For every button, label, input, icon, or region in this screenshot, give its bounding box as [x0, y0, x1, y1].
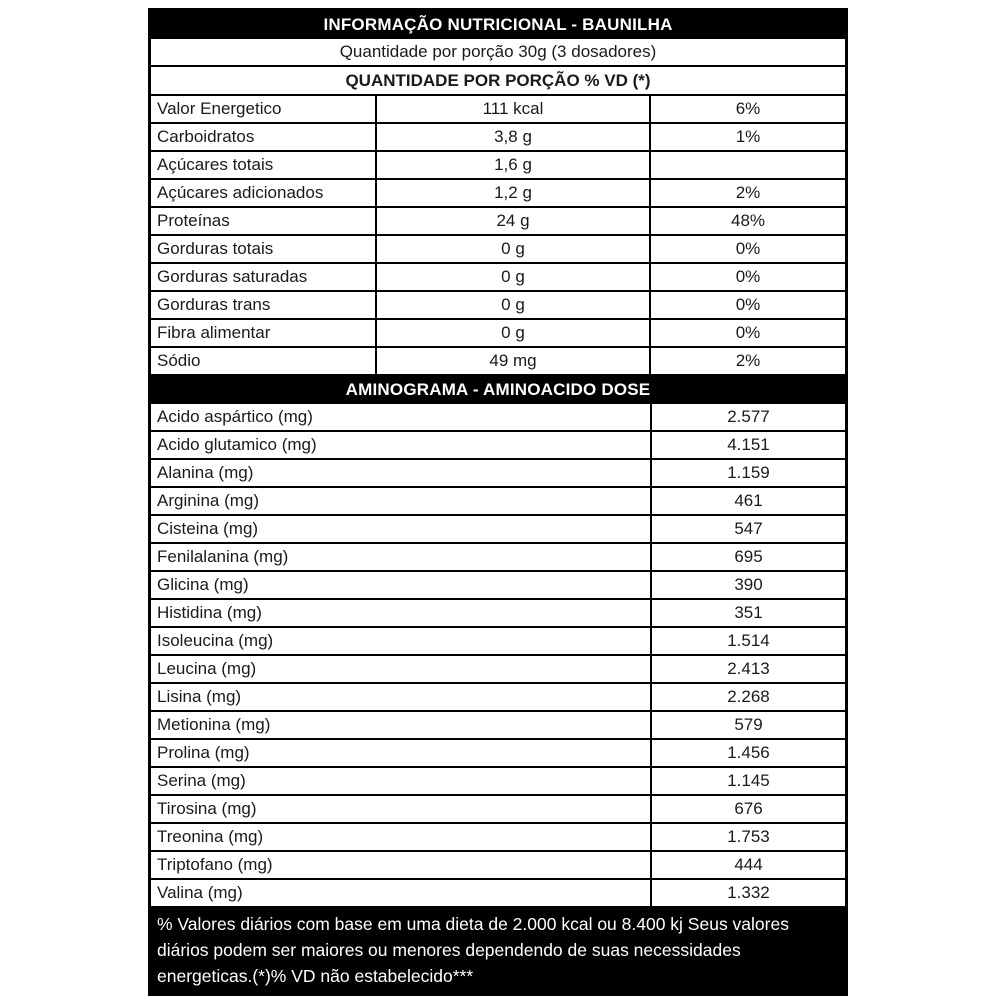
nutrient-amount: 111 kcal	[377, 96, 651, 122]
aminogram-row	[151, 852, 845, 880]
amino-acid-value: 2.577	[727, 407, 770, 426]
aminogram-row	[151, 656, 845, 684]
nutrition-row	[151, 264, 845, 292]
columns-header-row: QUANTIDADE POR PORÇÃO % VD (*)	[151, 67, 845, 96]
aminogram-row	[151, 488, 845, 516]
nutrient-vd: 0%	[735, 267, 761, 286]
nutrition-row	[151, 348, 845, 376]
nutrient-amount: 1,2 g	[377, 180, 651, 206]
amino-acid-value: 676	[734, 799, 763, 818]
nutrient-name: Açúcares adicionados	[151, 180, 377, 206]
nutrient-name: Gorduras saturadas	[151, 264, 377, 290]
nutrition-table-body	[151, 96, 845, 376]
aminogram-row	[151, 432, 845, 460]
nutrient-name: Valor Energetico	[151, 96, 377, 122]
nutrient-vd: 6%	[735, 99, 761, 118]
nutrient-vd: 1%	[735, 127, 761, 146]
aminogram-row	[151, 404, 845, 432]
aminogram-table-body	[151, 404, 845, 908]
amino-acid-name: Acido glutamico (mg)	[151, 432, 652, 458]
nutrition-row	[151, 208, 845, 236]
amino-acid-name: Histidina (mg)	[151, 600, 652, 626]
nutrition-row	[151, 320, 845, 348]
amino-acid-name: Isoleucina (mg)	[151, 628, 652, 654]
amino-acid-value: 390	[734, 575, 763, 594]
nutrient-amount: 24 g	[377, 208, 651, 234]
aminogram-row	[151, 516, 845, 544]
nutrient-amount: 0 g	[377, 320, 651, 346]
nutrient-name: Proteínas	[151, 208, 377, 234]
aminogram-row	[151, 460, 845, 488]
amino-acid-value: 2.413	[727, 659, 770, 678]
nutrient-amount: 3,8 g	[377, 124, 651, 150]
nutrient-amount: 49 mg	[377, 348, 651, 374]
nutrient-vd	[651, 152, 845, 178]
amino-acid-name: Fenilalanina (mg)	[151, 544, 652, 570]
nutrient-amount: 0 g	[377, 236, 651, 262]
nutrition-row	[151, 96, 845, 124]
nutrient-vd: 2%	[735, 183, 761, 202]
amino-acid-value: 351	[734, 603, 763, 622]
nutrition-label	[148, 8, 848, 996]
nutrient-name: Fibra alimentar	[151, 320, 377, 346]
amino-acid-name: Prolina (mg)	[151, 740, 652, 766]
nutrient-vd: 0%	[735, 295, 761, 314]
nutrient-vd: 0%	[735, 239, 761, 258]
amino-acid-value: 4.151	[727, 435, 770, 454]
amino-acid-name: Arginina (mg)	[151, 488, 652, 514]
amino-acid-name: Acido aspártico (mg)	[151, 404, 652, 430]
daily-values-footnote: % Valores diários com base em uma dieta de 2.000 kcal ou 8.400 kj Seus valores diários podem ser maiores ou menores dependendo de suas necessidades energeticas.(*)% VD não estabelecido***	[151, 908, 845, 993]
nutrient-amount: 0 g	[377, 292, 651, 318]
nutrient-vd: 2%	[735, 351, 761, 370]
nutrient-vd: 48%	[730, 211, 766, 230]
amino-acid-value: 1.159	[727, 463, 770, 482]
nutrition-row	[151, 292, 845, 320]
nutrition-row	[151, 124, 845, 152]
amino-acid-name: Valina (mg)	[151, 880, 652, 906]
aminogram-row	[151, 544, 845, 572]
amino-acid-name: Alanina (mg)	[151, 460, 652, 486]
aminogram-row	[151, 684, 845, 712]
amino-acid-name: Metionina (mg)	[151, 712, 652, 738]
aminogram-row	[151, 796, 845, 824]
aminogram-row	[151, 880, 845, 908]
amino-acid-name: Treonina (mg)	[151, 824, 652, 850]
nutrient-amount: 1,6 g	[377, 152, 651, 178]
aminogram-row	[151, 824, 845, 852]
nutrient-name: Carboidratos	[151, 124, 377, 150]
nutrient-vd: 0%	[735, 323, 761, 342]
amino-acid-name: Cisteina (mg)	[151, 516, 652, 542]
amino-acid-value: 444	[734, 855, 763, 874]
label-title-bar: INFORMAÇÃO NUTRICIONAL - BAUNILHA	[151, 11, 845, 39]
nutrition-row	[151, 152, 845, 180]
nutrition-row	[151, 180, 845, 208]
amino-acid-value: 461	[734, 491, 763, 510]
aminogram-row	[151, 768, 845, 796]
amino-acid-value: 1.456	[727, 743, 770, 762]
amino-acid-value: 1.514	[727, 631, 770, 650]
amino-acid-value: 1.145	[727, 771, 770, 790]
nutrient-name: Gorduras totais	[151, 236, 377, 262]
amino-acid-value: 2.268	[727, 687, 770, 706]
aminogram-row	[151, 740, 845, 768]
aminogram-row	[151, 572, 845, 600]
serving-info-row: Quantidade por porção 30g (3 dosadores)	[151, 39, 845, 67]
amino-acid-name: Leucina (mg)	[151, 656, 652, 682]
amino-acid-value: 1.753	[727, 827, 770, 846]
amino-acid-name: Lisina (mg)	[151, 684, 652, 710]
amino-acid-value: 695	[734, 547, 763, 566]
aminogram-row	[151, 600, 845, 628]
amino-acid-name: Tirosina (mg)	[151, 796, 652, 822]
amino-acid-value: 579	[734, 715, 763, 734]
nutrition-row	[151, 236, 845, 264]
aminogram-header-bar: AMINOGRAMA - AMINOACIDO DOSE	[151, 376, 845, 404]
amino-acid-value: 547	[734, 519, 763, 538]
amino-acid-name: Triptofano (mg)	[151, 852, 652, 878]
amino-acid-name: Glicina (mg)	[151, 572, 652, 598]
amino-acid-value: 1.332	[727, 883, 770, 902]
nutrient-amount: 0 g	[377, 264, 651, 290]
nutrient-name: Gorduras trans	[151, 292, 377, 318]
aminogram-row	[151, 628, 845, 656]
nutrient-name: Açúcares totais	[151, 152, 377, 178]
amino-acid-name: Serina (mg)	[151, 768, 652, 794]
aminogram-row	[151, 712, 845, 740]
nutrient-name: Sódio	[151, 348, 377, 374]
